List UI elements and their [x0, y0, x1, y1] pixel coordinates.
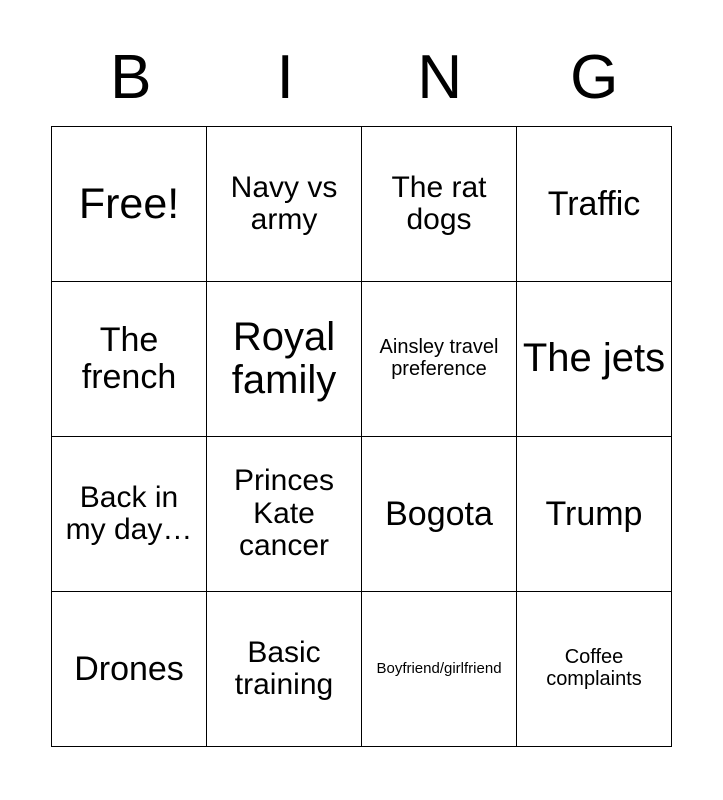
bingo-cell[interactable]: The jets [517, 282, 672, 437]
bingo-cell[interactable]: Boyfriend/girlfriend [362, 592, 517, 747]
bingo-cell[interactable]: Coffee complaints [517, 592, 672, 747]
header-letter-i: I [276, 43, 294, 112]
bingo-cell[interactable]: Traffic [517, 127, 672, 282]
bingo-row [52, 127, 672, 282]
header-letter-b: B [110, 43, 152, 112]
bingo-row [52, 592, 672, 747]
bingo-cell[interactable]: Basic training [207, 592, 362, 747]
bingo-cell[interactable]: Back in my day… [52, 437, 207, 592]
bingo-cell[interactable]: Ainsley travel preference [362, 282, 517, 437]
bingo-cell[interactable]: The french [52, 282, 207, 437]
bingo-cell[interactable]: The rat dogs [362, 127, 517, 282]
header-letter-g: G [570, 43, 619, 112]
bingo-cell[interactable]: Bogota [362, 437, 517, 592]
bingo-header [52, 0, 672, 114]
bingo-row [52, 437, 672, 592]
bingo-cell[interactable]: Trump [517, 437, 672, 592]
header-letter-n: N [417, 43, 463, 112]
bingo-row [52, 282, 672, 437]
bingo-cell[interactable]: Free! [52, 127, 207, 282]
bingo-grid [51, 126, 672, 747]
bingo-cell[interactable]: Royal family [207, 282, 362, 437]
bingo-cell[interactable]: Princes Kate cancer [207, 437, 362, 592]
bingo-cell[interactable]: Drones [52, 592, 207, 747]
bingo-cell[interactable]: Navy vs army [207, 127, 362, 282]
